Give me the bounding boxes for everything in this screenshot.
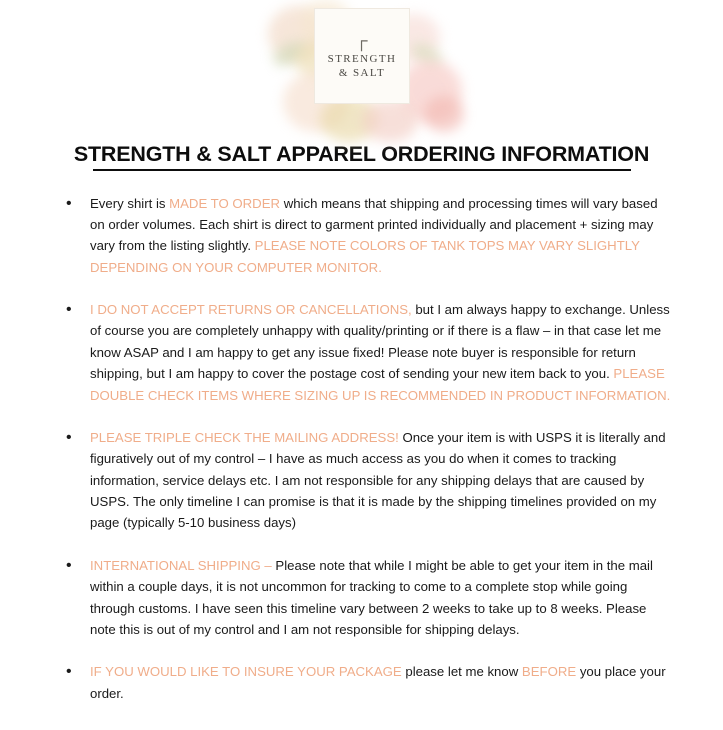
document-body bbox=[0, 171, 723, 705]
body-text: which means that shipping and processing times will vary based on order volumes. Each shirt is direct to garment printed individually and placement + sizing may vary from the listing slightly. bbox=[90, 195, 658, 254]
brand-logo bbox=[314, 8, 410, 104]
list-item bbox=[52, 299, 675, 406]
logo-brand-line-1: STRENGTH bbox=[327, 52, 397, 65]
body-text: Please note that while I might be able to get your item in the mail within a couple days, it is not uncommon for tracking to come to a complete stop while going through customs. I have seen this timeline vary between 2 weeks to take up to 8 weeks. Please note this is out of my control and I am not responsible for shipping delays. bbox=[90, 557, 653, 637]
body-text: Once your item is with USPS it is literally and figuratively out of my control – I have as much access as you do when it comes to tracking information, service delays etc. I am not responsible for any shipping delays that are caused by USPS. The only timeline I can promise is that it is made by the shipping timelines provided on my page (typically 5-10 business days) bbox=[90, 429, 666, 531]
list-item bbox=[52, 555, 675, 641]
body-text: you place your order. bbox=[90, 664, 666, 701]
highlighted-text: MADE TO ORDER bbox=[169, 195, 281, 211]
highlighted-text: I DO NOT ACCEPT RETURNS OR CANCELLATIONS, bbox=[90, 302, 412, 317]
floral-decoration-icon bbox=[424, 96, 464, 132]
highlighted-text: INTERNATIONAL SHIPPING – bbox=[90, 557, 272, 573]
list-item bbox=[52, 661, 675, 704]
page-title: STRENGTH & SALT APPAREL ORDERING INFORMATION bbox=[73, 142, 650, 166]
logo-brand-line-2: & SALT bbox=[338, 66, 386, 79]
policy-list bbox=[52, 193, 675, 705]
highlighted-text: PLEASE DOUBLE CHECK ITEMS WHERE SIZING UP IS RECOMMENDED IN PRODUCT INFORMATION. bbox=[90, 366, 671, 403]
highlighted-text: IF YOU WOULD LIKE TO INSURE YOUR PACKAGE bbox=[90, 664, 402, 680]
highlighted-text: BEFORE bbox=[521, 664, 577, 680]
body-text: please let me know bbox=[401, 664, 522, 680]
list-item bbox=[52, 427, 675, 534]
body-text: but I am always happy to exchange. Unless of course you are completely unhappy with quality/printing or if there is a flaw – in that case let me know ASAP and I am happy to get any issue fixed! Please note buyer is responsible for return shipping, but I am happy to cover the postage cost of sending your new item back to you. bbox=[90, 302, 670, 382]
logo-corner-mark-icon: ┌ bbox=[355, 30, 369, 50]
highlighted-text: PLEASE TRIPLE CHECK THE MAILING ADDRESS! bbox=[90, 429, 399, 445]
document-header-art bbox=[0, 0, 723, 132]
list-item bbox=[52, 193, 675, 279]
floral-decoration-icon bbox=[362, 100, 418, 142]
body-text: Every shirt is bbox=[90, 195, 170, 211]
highlighted-text: PLEASE NOTE COLORS OF TANK TOPS MAY VARY SLIGHTLY DEPENDING ON YOUR COMPUTER MONITOR. bbox=[90, 238, 640, 275]
